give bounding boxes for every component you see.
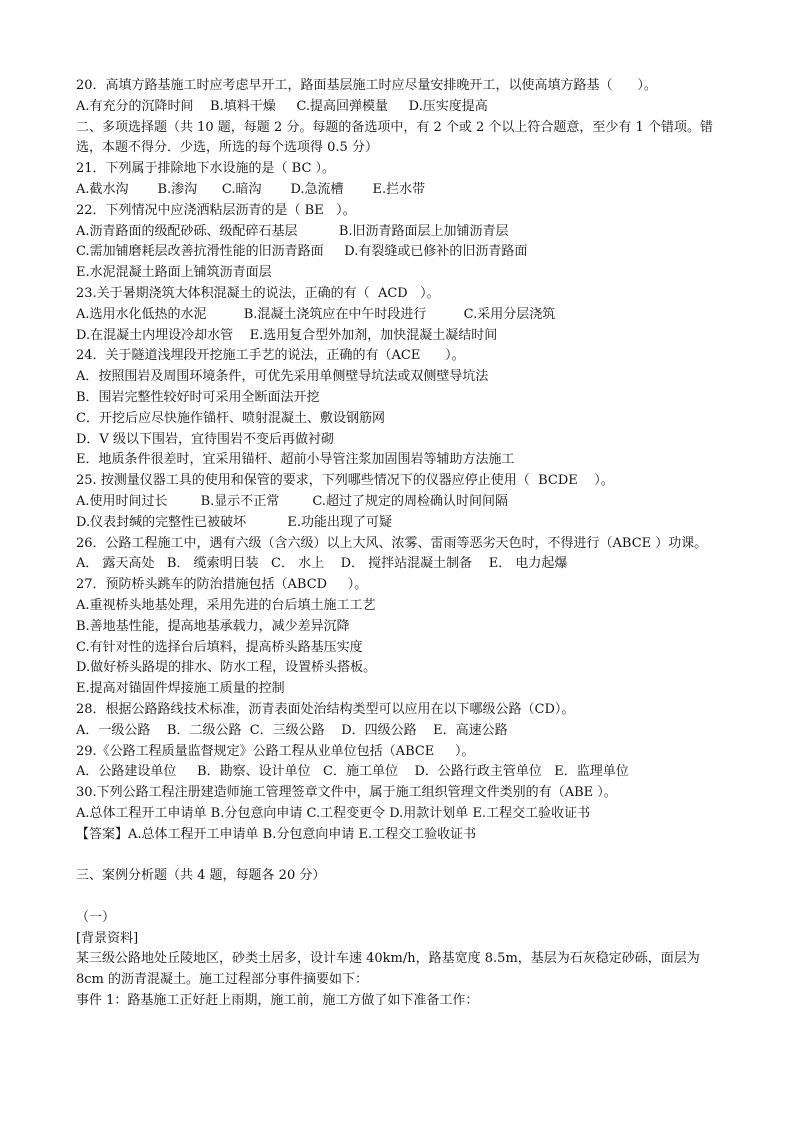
case-1-heading: （一） <box>76 909 116 925</box>
spacer <box>76 887 726 908</box>
question-23-option-de: D.在混凝土内埋设冷却水管 E.选用复合型外加剂，加快混凝土凝结时间 <box>76 327 498 343</box>
question-20: 20．高填方路基施工时应考虑早开工，路面基层施工时应尽量安排晚开工，以使高填方路基（ ）。 <box>76 78 657 93</box>
spacer <box>76 845 726 866</box>
question-24-option-c: C．开挖后应尽快施作锚杆、喷射混凝土、敷设钢筋网 <box>76 410 385 426</box>
question-23-option-abc: A.选用水化低热的水泥 B.混凝土浇筑应在中午时段进行 C.采用分层浇筑 <box>76 306 556 322</box>
question-30: 30.下列公路工程注册建造师施工管理签章文件中，属于施工组织管理文件类别的有（ABE ）。 <box>76 785 617 801</box>
question-27-option-a: A.重视桥头地基处理，采用先进的台后填土施工工艺 <box>76 597 376 613</box>
question-21: 21．下列属于排除地下水设施的是（ BC ）。 <box>76 161 336 177</box>
question-27-option-b: B.善地基性能，提高地基承载力，减少差异沉降 <box>76 618 350 634</box>
question-21-options: A.截水沟 B.渗沟 C.暗沟 D.急流槽 E.拦水带 <box>76 181 426 197</box>
question-30-answer: 【答案】A.总体工程开工申请单 B.分包意向申请 E.工程交工验收证书 <box>76 826 477 842</box>
question-25-option-de: D.仪表封缄的完整性已被破坏 E.功能出现了可疑 <box>76 514 393 530</box>
background-label: [背景资料] <box>76 930 139 946</box>
question-28: 28．根据公路路线技术标准，沥青表面处治结构类型可以应用在以下哪级公路（CD）。 <box>76 701 575 717</box>
question-22: 22．下列情况中应浇洒粘层沥青的是（ BE ）。 <box>76 202 356 218</box>
question-26: 26．公路工程施工中，遇有六级（含六级）以上大风、浓雾、雷雨等恶劣天色时，不得进行（ABCE ）功课。 <box>76 535 708 551</box>
question-22-option-cd: C.需加铺磨耗层改善抗滑性能的旧沥青路面 D.有裂缝或已修补的旧沥青路面 <box>76 244 528 260</box>
question-29-options: A．公路建设单位 B．勘察、设计单位 C．施工单位 D．公路行政主管单位 E．监理单位 <box>76 764 629 780</box>
question-29: 29.《公路工程质量监督规定》公路工程从业单位包括（ABCE ）。 <box>76 743 475 759</box>
question-30-options: A.总体工程开工申请单 B.分包意向申请 C.工程变更令 D.用款计划单 E.工程交工验收证书 <box>76 805 591 821</box>
question-24: 24．关于隧道浅埋段开挖施工手艺的说法，正确的有（ACE ）。 <box>76 348 465 364</box>
question-28-options: A．一级公路 B．二级公路 C．三级公路 D．四级公路 E．高速公路 <box>76 722 508 738</box>
question-27-option-c: C.有针对性的选择台后填料，提高桥头路基压实度 <box>76 639 363 655</box>
event-1-text: 事件 1：路基施工正好赶上雨期，施工前，施工方做了如下准备工作： <box>76 993 479 1009</box>
question-23: 23.关于暑期浇筑大体积混凝土的说法，正确的有（ ACD ）。 <box>76 285 440 301</box>
question-24-option-a: A．按照围岩及周围环境条件，可优先采用单侧壁导坑法或双侧壁导坑法 <box>76 369 489 385</box>
question-20-options: A.有充分的沉降时间 B.填料干燥 C.提高回弹模量 D.压实度提高 <box>76 98 488 114</box>
document-page <box>76 76 726 1012</box>
background-text: 某三级公路地处丘陵地区，砂类土居多，设计车速 40km/h，路基宽度 8.5m，基层为石灰稳定砂砾，面层为 8cm 的沥青混凝土。施工过程部分事件摘要如下： <box>76 951 700 988</box>
question-25-option-abc: A.使用时间过长 B.显示不正常 C.超过了规定的周检确认时间间隔 <box>76 493 508 509</box>
question-22-option-e: E.水泥混凝土路面上铺筑沥青面层 <box>76 265 272 281</box>
question-25: 25. 按测量仪器工具的使用和保管的要求，下列哪些情况下的仪器应停止使用（ BCDE ）。 <box>76 473 614 489</box>
question-24-option-d: D．V 级以下围岩，宜待围岩不变后再做衬砌 <box>76 431 334 447</box>
section-2-heading: 二、多项选择题（共 10 题，每题 2 分。每题的备选项中，有 2 个或 2 个以上符合题意，至少有 1 个错项。错选，本题不得分．少选，所选的每个选项得 0.5 分） <box>76 119 713 156</box>
question-26-options: A． 露天高处 B． 缆索明日装 C． 水上 D． 搅拌站混凝土制备 E． 电力起爆 <box>76 556 568 572</box>
question-27-option-e: E.提高对锚固件焊接施工质量的控制 <box>76 681 285 697</box>
question-22-option-ab: A.沥青路面的级配砂砾、级配碎石基层 B.旧沥青路面层上加铺沥青层 <box>76 223 509 239</box>
question-24-option-b: B．围岩完整性较好时可采用全断面法开挖 <box>76 389 320 405</box>
question-27-option-d: D.做好桥头路堤的排水、防水工程，设置桥头搭板。 <box>76 660 377 676</box>
section-3-heading: 三、案例分析题（共 4 题，每题各 20 分） <box>76 868 326 884</box>
question-24-option-e: E．地质条件很差时，宜采用锚杆、超前小导管注浆加固围岩等辅助方法施工 <box>76 452 515 468</box>
question-27: 27．预防桥头跳车的防治措施包括（ABCD ）。 <box>76 577 368 593</box>
